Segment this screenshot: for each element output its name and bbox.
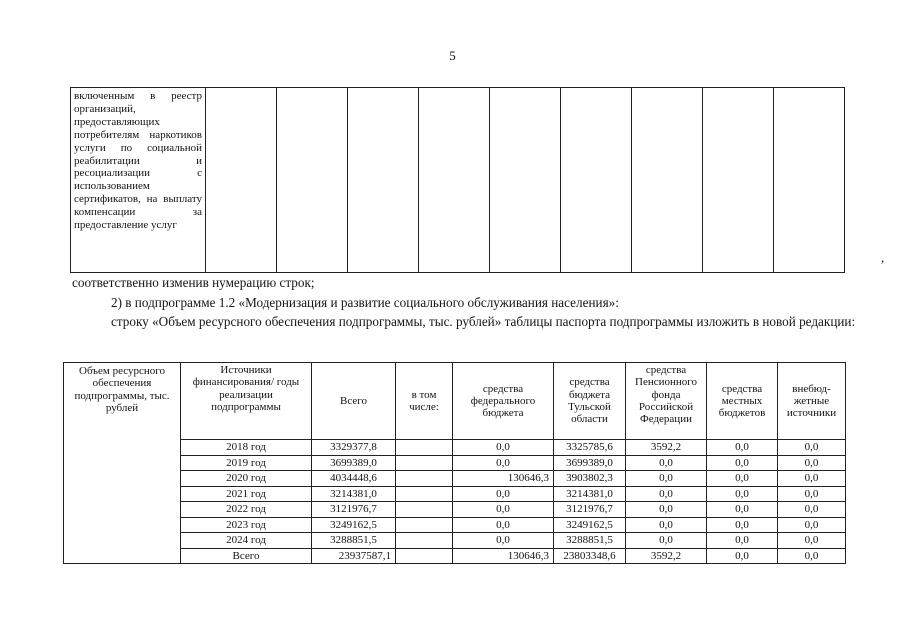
regional-cell: 3121976,7 xyxy=(554,502,626,518)
regional-cell: 3699389,0 xyxy=(554,455,626,471)
empty-cell xyxy=(396,455,453,471)
header-pension: средства Пенсионного фонда Российской Федерации xyxy=(626,363,707,440)
total-cell: 3329377,8 xyxy=(312,440,396,456)
federal-cell: 0,0 xyxy=(453,486,554,502)
regional-cell: 3249162,5 xyxy=(554,517,626,533)
federal-cell: 130646,3 xyxy=(453,548,554,564)
local-cell: 0,0 xyxy=(707,471,778,487)
empty-cell xyxy=(490,88,561,273)
empty-cell xyxy=(206,88,277,273)
extra-cell: 0,0 xyxy=(778,471,846,487)
pension-cell: 0,0 xyxy=(626,502,707,518)
empty-cell xyxy=(396,502,453,518)
regional-cell: 23803348,6 xyxy=(554,548,626,564)
local-cell: 0,0 xyxy=(707,548,778,564)
continuation-text-cell xyxy=(71,88,206,273)
empty-cell xyxy=(277,88,348,273)
header-sources: Источники финансирования/ годы реализации подпрограммы xyxy=(181,363,312,440)
extra-cell: 0,0 xyxy=(778,440,846,456)
empty-cell xyxy=(396,486,453,502)
empty-cell xyxy=(774,88,845,273)
regional-cell: 3214381,0 xyxy=(554,486,626,502)
header-including: в том числе: xyxy=(396,363,453,440)
year-cell: 2018 год xyxy=(181,440,312,456)
table-row xyxy=(64,455,846,471)
continuation-row xyxy=(71,88,845,273)
local-cell: 0,0 xyxy=(707,455,778,471)
resource-title-cell: Объем ресурсного обеспечения подпрограммы, тыс. рублей xyxy=(64,363,181,564)
trailing-comma: , xyxy=(881,250,885,265)
table-row xyxy=(64,533,846,549)
empty-cell xyxy=(419,88,490,273)
pension-cell: 3592,2 xyxy=(626,440,707,456)
year-cell: 2024 год xyxy=(181,533,312,549)
pension-cell: 0,0 xyxy=(626,471,707,487)
empty-cell xyxy=(561,88,632,273)
empty-cell xyxy=(396,548,453,564)
table-row xyxy=(64,502,846,518)
table-row xyxy=(64,517,846,533)
empty-cell xyxy=(396,440,453,456)
total-cell: 3249162,5 xyxy=(312,517,396,533)
page-number: 5 xyxy=(449,48,456,63)
total-cell: 3214381,0 xyxy=(312,486,396,502)
empty-cell xyxy=(632,88,703,273)
year-cell: 2023 год xyxy=(181,517,312,533)
local-cell: 0,0 xyxy=(707,486,778,502)
extra-cell: 0,0 xyxy=(778,502,846,518)
pension-cell: 3592,2 xyxy=(626,548,707,564)
total-cell: 3288851,5 xyxy=(312,533,396,549)
local-cell: 0,0 xyxy=(707,502,778,518)
paragraph-line-3: строку «Объем ресурсного обеспечения подпрограммы, тыс. рублей» таблицы паспорта подпрограммы изложить в новой редакции: xyxy=(111,314,856,329)
regional-cell: 3903802,3 xyxy=(554,471,626,487)
header-local: средства местных бюджетов xyxy=(707,363,778,440)
header-extra: внебюд-жетные источники xyxy=(778,363,846,440)
empty-cell xyxy=(703,88,774,273)
federal-cell: 130646,3 xyxy=(453,471,554,487)
federal-cell: 0,0 xyxy=(453,517,554,533)
resource-table xyxy=(63,362,846,564)
year-cell: 2020 год xyxy=(181,471,312,487)
federal-cell: 0,0 xyxy=(453,440,554,456)
empty-cell xyxy=(396,517,453,533)
header-regional: средства бюджета Тульской области xyxy=(554,363,626,440)
total-cell: 4034448,6 xyxy=(312,471,396,487)
pension-cell: 0,0 xyxy=(626,455,707,471)
extra-cell: 0,0 xyxy=(778,533,846,549)
empty-cell xyxy=(396,533,453,549)
extra-cell: 0,0 xyxy=(778,548,846,564)
empty-cell xyxy=(396,471,453,487)
federal-cell: 0,0 xyxy=(453,533,554,549)
table-header-row xyxy=(64,363,846,440)
local-cell: 0,0 xyxy=(707,440,778,456)
total-cell: 3121976,7 xyxy=(312,502,396,518)
header-total: Всего xyxy=(312,363,396,440)
extra-cell: 0,0 xyxy=(778,517,846,533)
paragraph-line-1: соответственно изменив нумерацию строк; xyxy=(72,275,315,290)
pension-cell: 0,0 xyxy=(626,486,707,502)
year-cell: 2021 год xyxy=(181,486,312,502)
pension-cell: 0,0 xyxy=(626,517,707,533)
local-cell: 0,0 xyxy=(707,533,778,549)
continuation-text: включенным в реестр организаций, предоставляющих потребителям наркотиков услуги по социальной реабилитации и ресоциализации с использованием сертификатов, на выплату компенсации за предоставление услуг xyxy=(74,90,202,232)
federal-cell: 0,0 xyxy=(453,455,554,471)
table-row xyxy=(64,486,846,502)
federal-cell: 0,0 xyxy=(453,502,554,518)
extra-cell: 0,0 xyxy=(778,486,846,502)
year-cell: 2022 год xyxy=(181,502,312,518)
year-cell: 2019 год xyxy=(181,455,312,471)
total-cell: 3699389,0 xyxy=(312,455,396,471)
regional-cell: 3288851,5 xyxy=(554,533,626,549)
header-federal: средства федерального бюджета xyxy=(453,363,554,440)
table-row-total xyxy=(64,548,846,564)
table-row xyxy=(64,471,846,487)
paragraph-line-2: 2) в подпрограмме 1.2 «Модернизация и развитие социального обслуживания населения»: xyxy=(111,295,619,310)
continuation-table xyxy=(70,87,845,273)
total-cell: 23937587,1 xyxy=(312,548,396,564)
extra-cell: 0,0 xyxy=(778,455,846,471)
empty-cell xyxy=(348,88,419,273)
table-row xyxy=(64,440,846,456)
pension-cell: 0,0 xyxy=(626,533,707,549)
regional-cell: 3325785,6 xyxy=(554,440,626,456)
year-cell: Всего xyxy=(181,548,312,564)
local-cell: 0,0 xyxy=(707,517,778,533)
